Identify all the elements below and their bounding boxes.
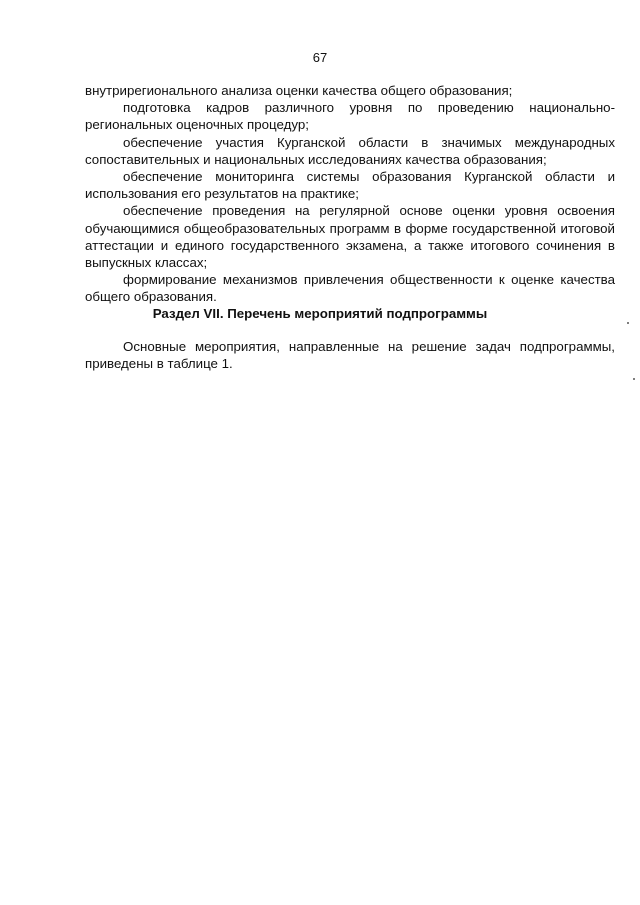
- paragraph-international-studies: обеспечение участия Курганской области в значимых международных сопоставительных и национальных исследованиях качества образования;: [85, 134, 615, 167]
- paragraph-public-involvement: формирование механизмов привлечения общественности к оценке качества общего образования.: [85, 272, 615, 305]
- scan-speck: [627, 322, 629, 324]
- paragraph-assessment: обеспечение проведения на регулярной основе оценки уровня освоения обучающимися общеобразовательных программ в форме государственной итоговой аттестации и единого государственного экзамена, а также итогового сочинения в выпускных классах;: [85, 203, 615, 271]
- closing-text: [85, 338, 615, 372]
- paragraph-main-activities: Основные мероприятия, направленные на решение задач подпрограммы, приведены в таблице 1.: [85, 339, 615, 372]
- scan-speck: [633, 378, 635, 380]
- paragraph-staff-training: подготовка кадров различного уровня по проведению национально-региональных оценочных процедур;: [85, 100, 615, 133]
- section-heading: Раздел VII. Перечень мероприятий подпрограммы: [152, 306, 488, 321]
- paragraph-continuation: внутрирегионального анализа оценки качества общего образования;: [85, 83, 513, 98]
- body-text: [85, 82, 615, 306]
- paragraph-monitoring: обеспечение мониторинга системы образования Курганской области и использования его результатов на практике;: [85, 169, 615, 202]
- page-number: 67: [312, 50, 328, 65]
